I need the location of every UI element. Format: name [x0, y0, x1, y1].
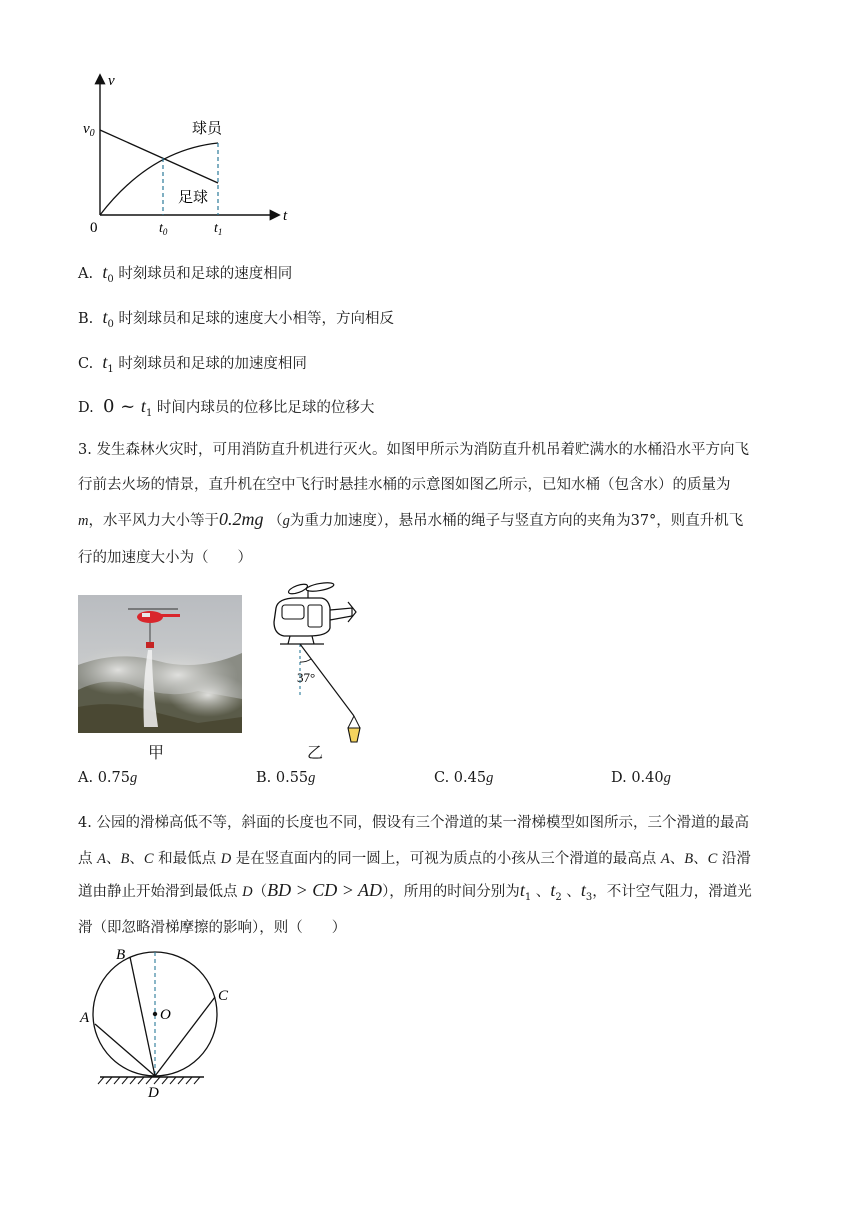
q4-line-2: 点 A、B、C 和最低点 D 是在竖直面内的同一圆上，可视为质点的小孩从三个滑道的最高点 A、B、C 沿滑: [78, 851, 751, 867]
q3-option-d: D. 0.40g: [611, 770, 671, 786]
point-a-label: A: [80, 1010, 90, 1026]
q3-option-b: B. 0.55g: [256, 770, 316, 786]
helicopter-photo: [78, 595, 242, 733]
player-label: 球员: [192, 121, 223, 137]
origin-label: 0: [90, 220, 98, 236]
center-point: [153, 1012, 157, 1016]
q4-line-4: 滑（即忽略滑梯摩擦的影响），则（ ）: [78, 920, 347, 936]
q3-line-2: 行前去火场的情景，直升机在空中飞行时悬挂水桶的示意图如图乙所示，已知水桶（包含水）的质量为: [78, 477, 731, 493]
q2-option-c: C. $t_1$ 时刻球员和足球的加速度相同: [78, 352, 307, 375]
ball-label: 足球: [178, 190, 209, 206]
q3-line-4: 行的加速度大小为（ ）: [78, 550, 252, 566]
helicopter-diagram: [268, 578, 368, 748]
q3-line-1: 3. 发生森林火灾时，可用消防直升机进行灭火。如图甲所示为消防直升机吊着贮满水的水桶沿水平方向飞: [78, 442, 749, 458]
vt-graph: [80, 70, 300, 240]
point-d-label: D: [148, 1085, 159, 1100]
v-axis-label: v: [108, 73, 115, 89]
q3-option-c: C. 0.45g: [434, 770, 494, 786]
q3-option-a: A. 0.75g: [78, 770, 138, 786]
t0-label: $t_0$: [159, 221, 168, 237]
t-axis-label: t: [283, 208, 288, 224]
angle-label: 37°: [297, 670, 316, 685]
figure-yi-label: 乙: [307, 743, 324, 762]
v0-label: $v_0$: [83, 121, 95, 139]
q2-option-a: A. $t_0$ 时刻球员和足球的速度相同: [78, 262, 293, 285]
t1-label: $t_1$: [214, 221, 223, 237]
point-c-label: C: [218, 988, 229, 1004]
q4-line-1: 4. 公园的滑梯高低不等，斜面的长度也不同，假设有三个滑道的某一滑梯模型如图所示，三个滑道的最高: [78, 815, 749, 831]
q2-option-d: D. 0 ~ $t_1$ 时间内球员的位移比足球的位移大: [78, 396, 375, 419]
figure-jia-label: 甲: [148, 743, 165, 762]
water-bucket: [348, 728, 360, 742]
q3-line-3: m，水平风力大小等于0.2mg （g为重力加速度），悬吊水桶的绳子与竖直方向的夹角为37°，则直升机飞: [78, 509, 744, 529]
ball-velocity-line: [100, 130, 218, 183]
slide-circle-diagram: [76, 940, 246, 1100]
q2-option-b: B. $t_0$ 时刻球员和足球的速度大小相等，方向相反: [78, 307, 394, 330]
q4-line-3: 道由静止开始滑到最低点 D（BD > CD > AD），所用的时间分别为$t_1$ 、$t_2$ 、$t_3$，不计空气阻力，滑道光: [78, 880, 752, 903]
point-o-label: O: [160, 1007, 171, 1023]
point-b-label: B: [116, 947, 126, 963]
